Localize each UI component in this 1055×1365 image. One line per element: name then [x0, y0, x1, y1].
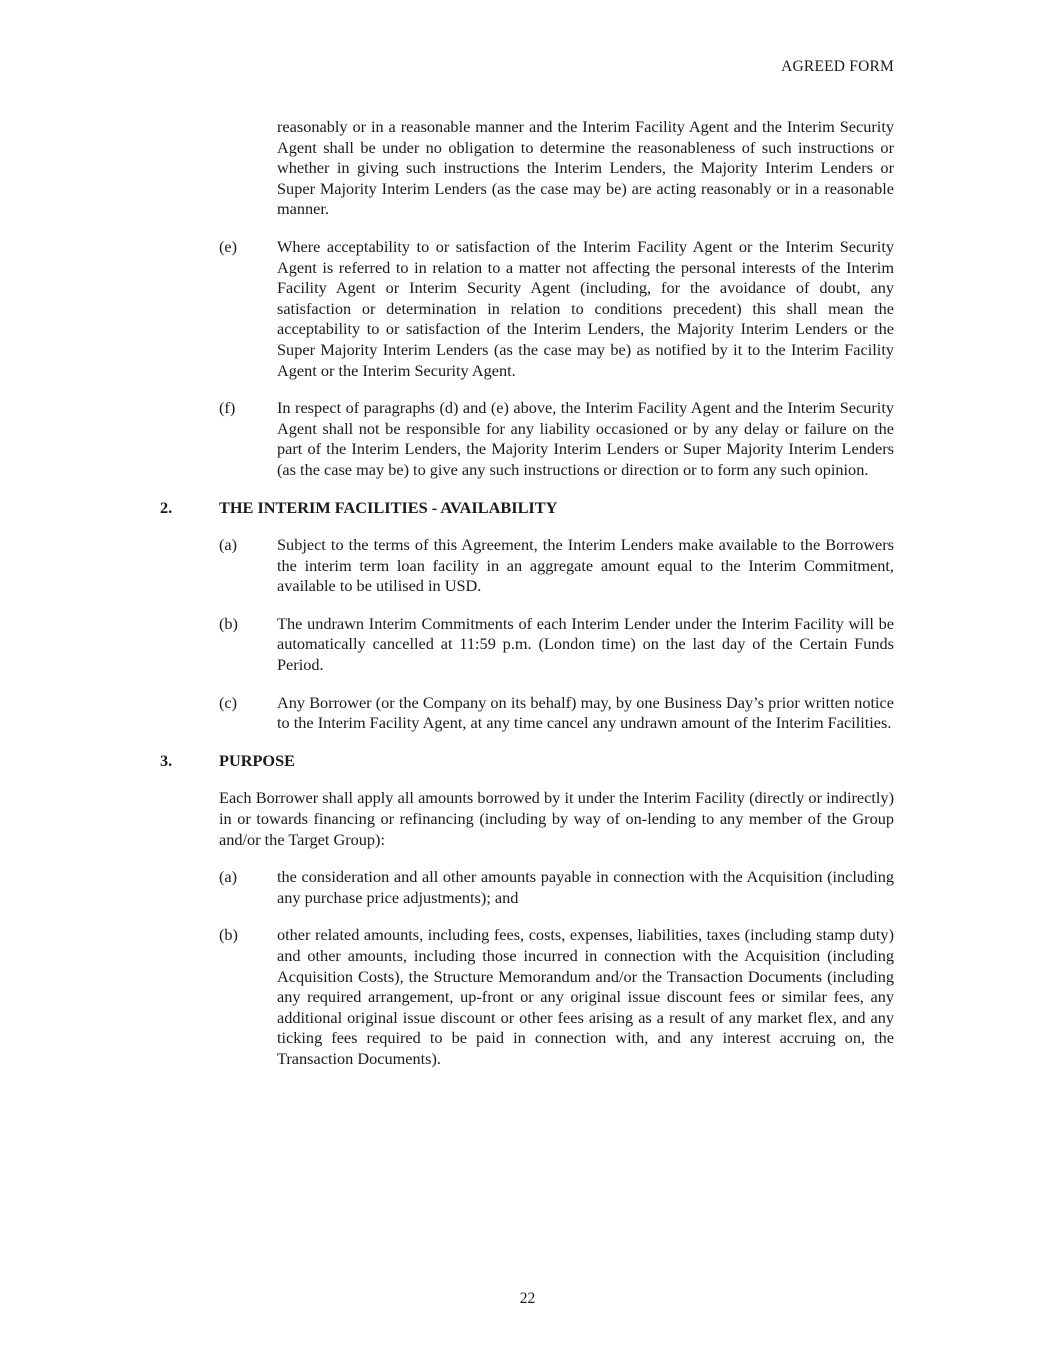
section-2-item-c: [160, 693, 894, 734]
clause-text: the consideration and all other amounts payable in connection with the Acquisition (including any purchase price adjustments); and: [277, 867, 894, 907]
clause-item-e: [160, 237, 894, 381]
section-title: PURPOSE: [219, 750, 295, 770]
clause-text: In respect of paragraphs (d) and (e) above, the Interim Facility Agent and the Interim Security Agent shall not be responsible for any liability occasioned or by any delay or failure on the part of the Interim Lenders, the Majority Interim Lenders or Super Majority Interim Lenders (as the case may be) to give any such instructions or direction or to form any such opinion.: [277, 398, 894, 479]
section-3-heading: [160, 751, 894, 772]
section-3-item-b: [160, 925, 894, 1069]
clause-text: Any Borrower (or the Company on its behalf) may, by one Business Day’s prior written notice to the Interim Facility Agent, at any time cancel any undrawn amount of the Interim Facilities.: [277, 692, 894, 733]
section-3-item-a: [160, 867, 894, 908]
clause-label: (a): [219, 867, 238, 887]
clause-label: (c): [219, 692, 238, 712]
document-body: [160, 117, 894, 1070]
page-number: 22: [519, 1290, 536, 1307]
agreed-form-header: AGREED FORM: [781, 58, 894, 75]
section-2-item-a: [160, 535, 894, 597]
continuation-paragraph: reasonably or in a reasonable manner and the Interim Facility Agent and the Interim Security Agent shall be under no obligation to determine the reasonableness of such instructions or whether in giving such instructions the Interim Lenders, the Majority Interim Lenders or Super Majority Interim Lenders (as the case may be) are acting reasonably or in a reasonable manner.: [277, 117, 894, 219]
clause-label: (b): [219, 925, 238, 945]
clause-text: Subject to the terms of this Agreement, the Interim Lenders make available to the Borrowers the interim term loan facility in an aggregate amount equal to the Interim Commitment, available to be utilised in USD.: [277, 535, 894, 596]
clause-text: The undrawn Interim Commitments of each Interim Lender under the Interim Facility will be automatically cancelled at 11:59 p.m. (London time) on the last day of the Certain Funds Period.: [277, 613, 894, 675]
clause-text: Where acceptability to or satisfaction of the Interim Facility Agent or the Interim Security Agent is referred to in relation to a matter not affecting the personal interests of the Interim Facility Agent or Interim Security Agent (including, for the avoidance of doubt, any satisfaction or determination in relation to conditions precedent) this shall mean the acceptability to or satisfaction of the Interim Lenders, the Majority Interim Lenders or the Super Majority Interim Lenders (as the case may be) as notified by it to the Interim Facility Agent or the Interim Security Agent.: [277, 236, 894, 380]
clause-text: other related amounts, including fees, costs, expenses, liabilities, taxes (including stamp duty) and other amounts, including those incurred in connection with the Acquisition (including Acquisition Costs), the Structure Memorandum and/or the Transaction Documents (including any required arrangement, up-front or any original issue discount fees or similar fees, any additional original issue discount or other fees arising as a result of any market flex, and any ticking fees required to be paid in connection with, and any interest accruing on, the Transaction Documents).: [277, 925, 894, 1068]
section-2-item-b: [160, 614, 894, 676]
section-3-intro: Each Borrower shall apply all amounts borrowed by it under the Interim Facility (directly or indirectly) in or towards financing or refinancing (including by way of on-lending to any member of the Group and/or the Target Group):: [219, 788, 894, 849]
section-2-heading: [160, 498, 894, 519]
clause-label: (b): [219, 613, 238, 633]
section-number: 2.: [160, 497, 173, 517]
clause-label: (e): [219, 236, 238, 256]
clause-label: (f): [219, 398, 236, 418]
section-number: 3.: [160, 750, 173, 770]
clause-item-f: [160, 398, 894, 480]
clause-label: (a): [219, 535, 238, 555]
section-title: THE INTERIM FACILITIES - AVAILABILITY: [219, 497, 558, 517]
